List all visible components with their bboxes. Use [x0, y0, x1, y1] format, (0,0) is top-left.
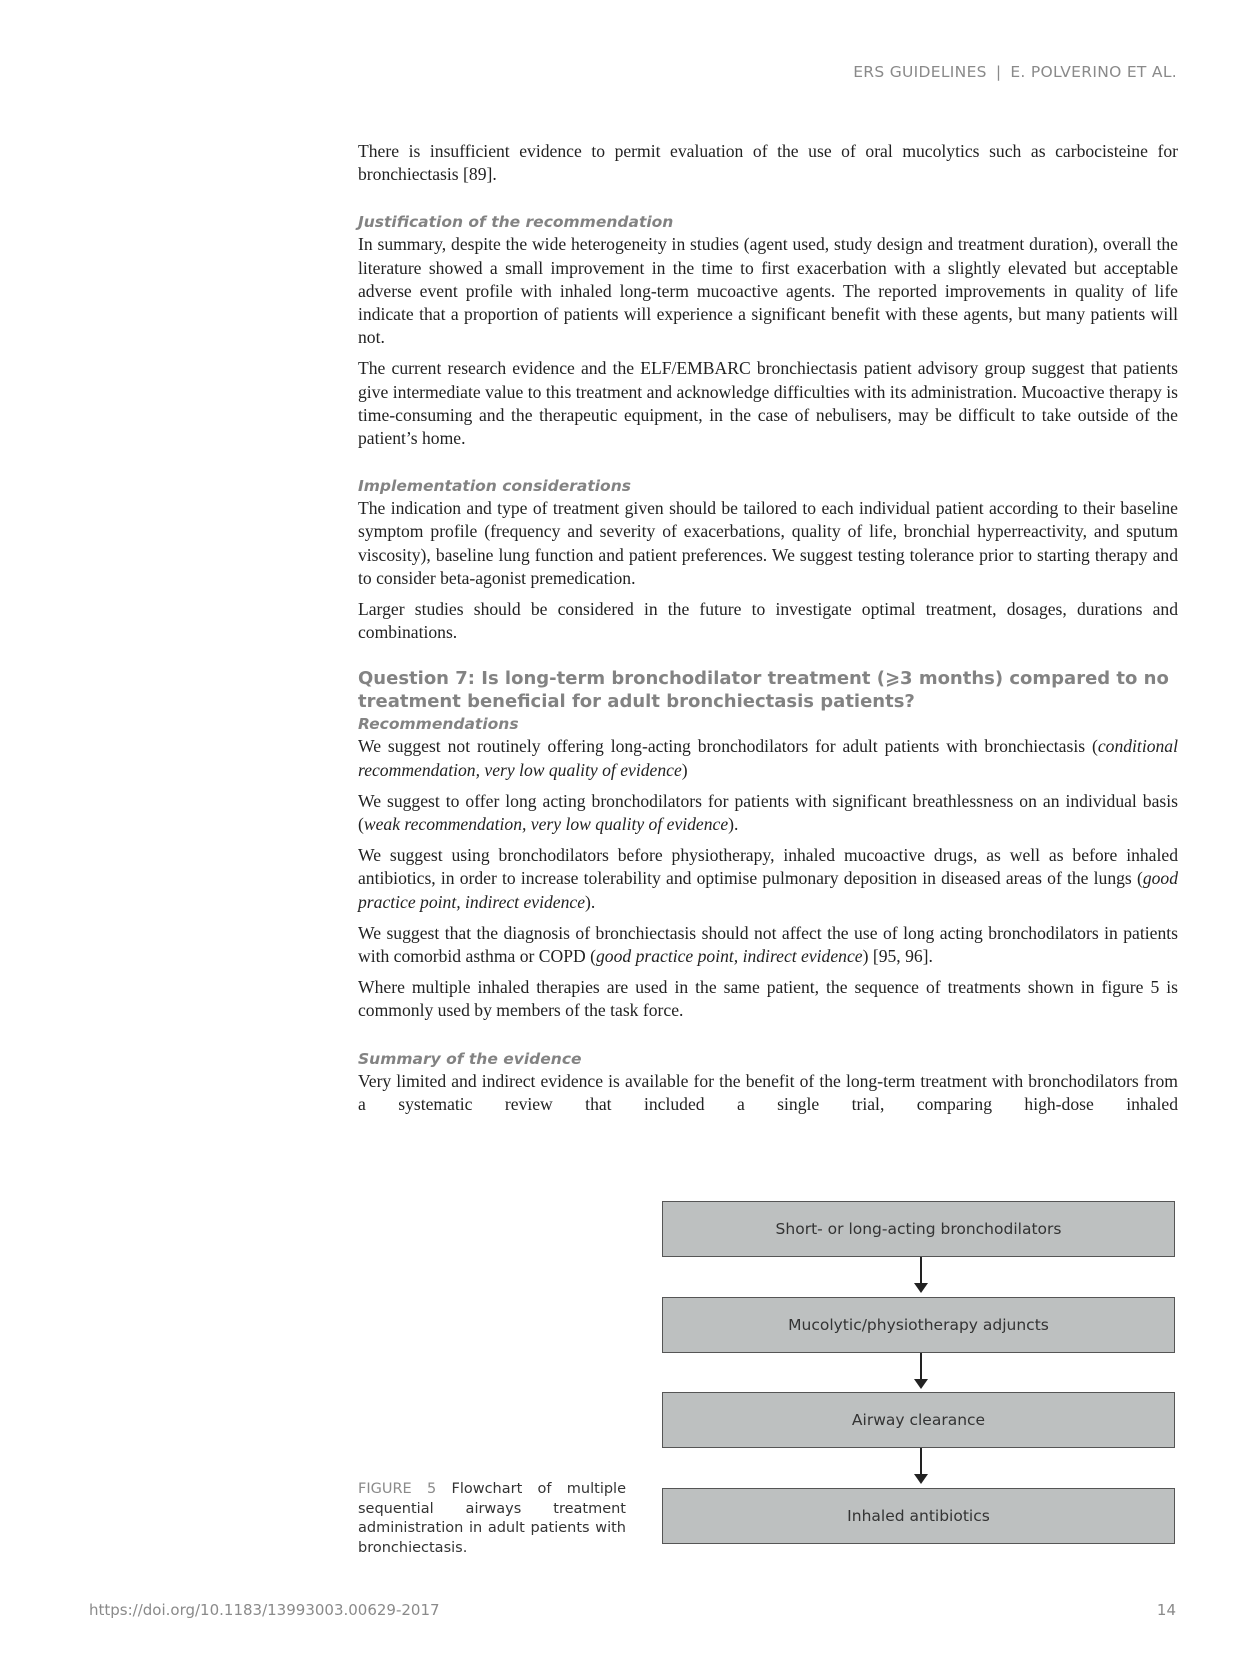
- paragraph-implementation-2: Larger studies should be considered in the future to investigate optimal treatment, dosages, durations and combinations.: [358, 599, 1178, 643]
- question-7-heading: Question 7: Is long-term bronchodilator treatment (⩾3 months) compared to no treatment beneficial for adult bronchiectasis patients?: [358, 668, 1169, 713]
- flow-arrow-2: [920, 1353, 922, 1381]
- flow-step-airway-clearance: Airway clearance: [662, 1392, 1175, 1448]
- section-heading-summary: Summary of the evidence: [358, 1049, 582, 1068]
- flow-arrow-3: [920, 1448, 922, 1476]
- paragraph-justification-1: In summary, despite the wide heterogeneity in studies (agent used, study design and treatment duration), overall the literature showed a small improvement in the time to first exacerbation with a slightly elevated but acceptable adverse event profile with inhaled long-term mucoactive agents. The reported improvements in quality of life indicate that a proportion of patients will experience a significant benefit with these agents, but many patients will not.: [358, 234, 1178, 348]
- page-number: 14: [1156, 1601, 1176, 1619]
- paragraph-justification-2: The current research evidence and the ELF/EMBARC bronchiectasis patient advisory group suggest that patients give intermediate value to this treatment and acknowledge difficulties with its administration. Mucoactive therapy is time-consuming and the therapeutic equipment, in the case of nebulisers, may be difficult to take outside of the patient’s home.: [358, 358, 1178, 449]
- flow-arrow-1: [920, 1257, 922, 1285]
- recommendation-1: We suggest not routinely offering long-acting bronchodilators for adult patients with bronchiectasis (conditional recommendation, very low quality of evidence): [358, 736, 1178, 780]
- header-separator: |: [995, 63, 1002, 81]
- paragraph-summary-1: Very limited and indirect evidence is available for the benefit of the long-term treatment with bronchodilators from a systematic review that included a single trial, comparing high-dose inhaled: [358, 1070, 1178, 1114]
- figure-caption: [358, 1480, 626, 1558]
- journal-name: ERS GUIDELINES: [853, 63, 987, 81]
- figure-caption-text: Flowchart of multiple sequential airways treatment administration in adult patients with bronchiectasis.: [358, 1481, 627, 1556]
- author-list: E. POLVERINO ET AL.: [1010, 63, 1177, 81]
- doi-link[interactable]: https://doi.org/10.1183/13993003.00629-2017: [89, 1601, 440, 1619]
- flow-step-inhaled-antibiotics: Inhaled antibiotics: [662, 1488, 1175, 1544]
- recommendation-5: Where multiple inhaled therapies are used in the same patient, the sequence of treatments shown in figure 5 is commonly used by members of the task force.: [358, 977, 1178, 1021]
- figure-label: FIGURE 5: [358, 1481, 437, 1497]
- flow-step-bronchodilators: Short- or long-acting bronchodilators: [662, 1201, 1175, 1257]
- recommendation-2: We suggest to offer long acting bronchodilators for patients with significant breathlessness on an individual basis (weak recommendation, very low quality of evidence).: [358, 790, 1178, 835]
- flow-step-mucolytic-adjuncts: Mucolytic/physiotherapy adjuncts: [662, 1297, 1175, 1353]
- paragraph-mucolytics: There is insufficient evidence to permit evaluation of the use of oral mucolytics such as carbocisteine for bronchiectasis [89].: [358, 141, 1178, 185]
- section-heading-justification: Justification of the recommendation: [358, 213, 674, 232]
- section-heading-implementation: Implementation considerations: [358, 477, 631, 496]
- body-column: [358, 140, 1178, 1116]
- recommendation-3: We suggest using bronchodilators before physiotherapy, inhaled mucoactive drugs, as well as before inhaled antibiotics, in order to increase tolerability and optimise pulmonary deposition in diseased areas of the lungs (good practice point, indirect evidence).: [358, 845, 1178, 912]
- arrow-down-icon: [914, 1379, 928, 1389]
- arrow-down-icon: [914, 1474, 928, 1484]
- recommendation-4: We suggest that the diagnosis of bronchiectasis should not affect the use of long acting bronchodilators in patients with comorbid asthma or COPD (good practice point, indirect evidence) [95, 96].: [358, 922, 1178, 967]
- paragraph-implementation-1: The indication and type of treatment given should be tailored to each individual patient according to their baseline symptom profile (frequency and severity of exacerbations, quality of life, bronchial hyperreactivity, and sputum viscosity), baseline lung function and patient preferences. We suggest testing tolerance prior to starting therapy and to consider beta-agonist premedication.: [358, 498, 1178, 588]
- arrow-down-icon: [914, 1283, 928, 1293]
- section-heading-recommendations: Recommendations: [358, 715, 519, 734]
- running-header: [853, 63, 1177, 81]
